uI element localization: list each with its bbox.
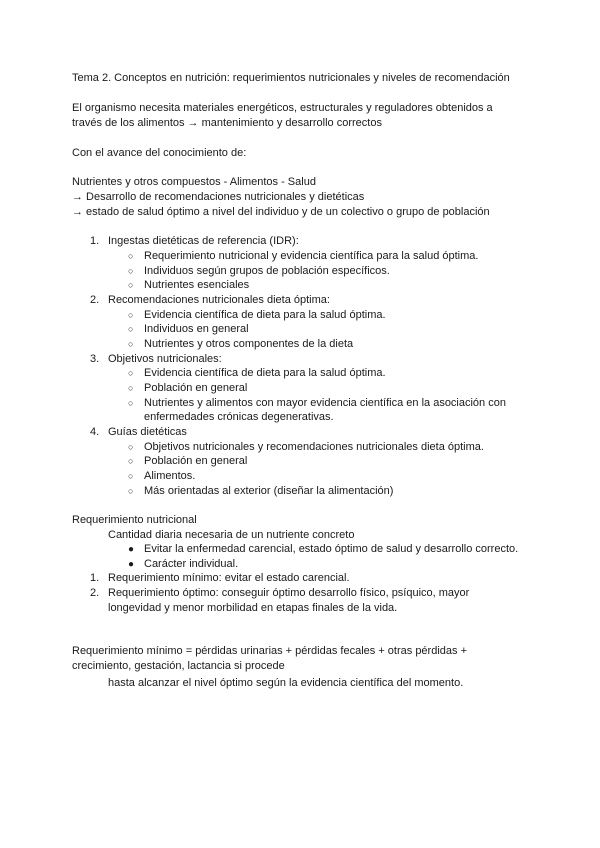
sub-item: Individuos en general xyxy=(144,323,249,335)
circle-bullet-icon: ○ xyxy=(128,266,134,276)
definition-text: Cantidad diaria necesaria de un nutriente concreto xyxy=(108,529,355,541)
circle-bullet-icon: ○ xyxy=(128,310,134,320)
chain-line-3: → estado de salud óptimo a nivel del individuo y de un colectivo o grupo de población xyxy=(72,206,490,218)
list-item-label: Ingestas dietéticas de referencia (IDR): xyxy=(108,235,299,247)
sub-item: Nutrientes y alimentos con mayor evidencia científica en la asociación con xyxy=(144,397,506,409)
section-heading: Requerimiento nutricional xyxy=(72,514,197,526)
sub-item-continuation: enfermedades crónicas degenerativas. xyxy=(144,411,334,423)
disc-bullet-icon: ● xyxy=(128,544,135,555)
chain-line-2: → Desarrollo de recomendaciones nutricionales y dietéticas xyxy=(72,191,365,203)
sub-item: Más orientadas al exterior (diseñar la alimentación) xyxy=(144,485,394,497)
sub-item: Objetivos nutricionales y recomendaciones nutricionales dieta óptima. xyxy=(144,441,484,453)
bullet-item: Carácter individual. xyxy=(144,558,239,570)
formula-line-3: hasta alcanzar el nivel óptimo según la evidencia científica del momento. xyxy=(108,677,464,689)
sub-item: Evidencia científica de dieta para la salud óptima. xyxy=(144,309,386,321)
circle-bullet-icon: ○ xyxy=(128,456,134,466)
sub-item: Individuos según grupos de población específicos. xyxy=(144,265,390,277)
formula-line-2: crecimiento, gestación, lactancia si procede xyxy=(72,660,285,672)
circle-bullet-icon: ○ xyxy=(128,398,134,408)
chain-line-1: Nutrientes y otros compuestos - Alimentos - Salud xyxy=(72,176,316,188)
list-item-label: Guías dietéticas xyxy=(108,426,187,438)
requirement-item-continuation: longevidad y menor morbilidad en etapas finales de la vida. xyxy=(108,602,398,614)
intro-line-2: través de los alimentos → mantenimiento y desarrollo correctos xyxy=(72,117,382,129)
circle-bullet-icon: ○ xyxy=(128,368,134,378)
sub-item: Nutrientes esenciales xyxy=(144,279,250,291)
bullet-item: Evitar la enfermedad carencial, estado óptimo de salud y desarrollo correcto. xyxy=(144,543,519,555)
circle-bullet-icon: ○ xyxy=(128,383,134,393)
circle-bullet-icon: ○ xyxy=(128,442,134,452)
list-item-label: Recomendaciones nutricionales dieta óptima: xyxy=(108,294,330,306)
requirement-item: Requerimiento óptimo: conseguir óptimo desarrollo físico, psíquico, mayor xyxy=(108,587,470,599)
list-item-label: Objetivos nutricionales: xyxy=(108,353,222,365)
circle-bullet-icon: ○ xyxy=(128,251,134,261)
list-number: 4. xyxy=(90,426,100,438)
circle-bullet-icon: ○ xyxy=(128,280,134,290)
circle-bullet-icon: ○ xyxy=(128,471,134,481)
sub-item: Evidencia científica de dieta para la salud óptima. xyxy=(144,367,386,379)
requirement-item: Requerimiento mínimo: evitar el estado carencial. xyxy=(108,572,350,584)
circle-bullet-icon: ○ xyxy=(128,486,134,496)
sub-item: Nutrientes y otros componentes de la dieta xyxy=(144,338,354,350)
intro-line-1: El organismo necesita materiales energéticos, estructurales y reguladores obtenidos a xyxy=(72,102,493,114)
disc-bullet-icon: ● xyxy=(128,559,135,570)
list-number: 2. xyxy=(90,587,100,599)
circle-bullet-icon: ○ xyxy=(128,324,134,334)
list-number: 1. xyxy=(90,572,100,584)
sub-item: Alimentos. xyxy=(144,470,196,482)
advance-text: Con el avance del conocimiento de: xyxy=(72,147,247,159)
sub-item: Población en general xyxy=(144,382,248,394)
circle-bullet-icon: ○ xyxy=(128,339,134,349)
list-number: 1. xyxy=(90,235,100,247)
sub-item: Requerimiento nutricional y evidencia científica para la salud óptima. xyxy=(144,250,479,262)
formula-line-1: Requerimiento mínimo = pérdidas urinarias + pérdidas fecales + otras pérdidas + xyxy=(72,645,467,657)
list-number: 2. xyxy=(90,294,100,306)
page-title: Tema 2. Conceptos en nutrición: requerimientos nutricionales y niveles de recomendación xyxy=(72,72,510,84)
sub-item: Población en general xyxy=(144,455,248,467)
list-number: 3. xyxy=(90,353,100,365)
